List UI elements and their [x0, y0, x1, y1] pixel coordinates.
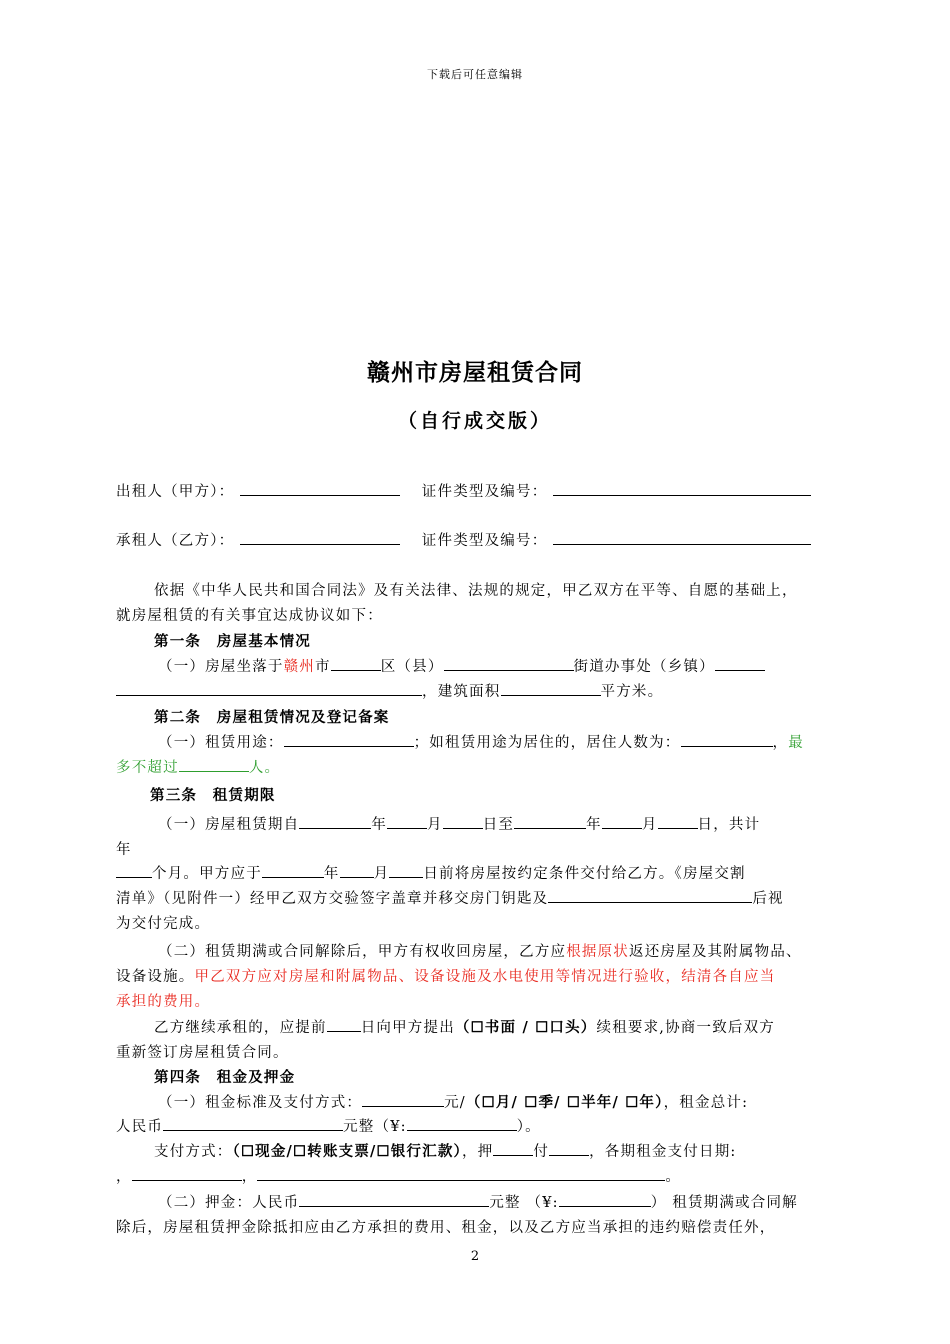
- usage-field[interactable]: [284, 732, 414, 747]
- article-1-line-1: [158, 655, 765, 676]
- rent-total-field[interactable]: [163, 1116, 343, 1131]
- lessor-label: 出租人（甲方）：: [116, 484, 235, 500]
- article-3-line-3: [116, 862, 746, 883]
- rent-amount-field[interactable]: [362, 1092, 444, 1107]
- rent-total-number-field[interactable]: [407, 1116, 517, 1131]
- page-header: 下载后可任意编辑: [427, 68, 523, 81]
- document-subtitle: （自行成交版）: [397, 410, 552, 432]
- residents-field[interactable]: [681, 732, 773, 747]
- article-3-line-4: [116, 887, 784, 908]
- area-field[interactable]: [501, 681, 601, 696]
- article-4-line-5: [158, 1191, 798, 1212]
- blank-field[interactable]: [658, 814, 698, 829]
- blank-field[interactable]: [340, 863, 374, 878]
- blank-field[interactable]: [514, 814, 586, 829]
- blank-field[interactable]: [548, 888, 752, 903]
- intro-line-2: 就房屋租赁的有关事宜达成协议如下：: [116, 608, 383, 624]
- article-3-line-2: 年: [116, 842, 132, 858]
- lessor-name-field[interactable]: [240, 481, 400, 496]
- text-segment: （二）租赁期满或合同解除后，甲方有权收回房屋，乙方应: [158, 944, 567, 960]
- text-segment: 月: [373, 866, 390, 882]
- article-1-line-2: [116, 680, 663, 701]
- text-segment: 平方米。: [600, 684, 664, 700]
- blank-field[interactable]: [549, 1141, 589, 1156]
- text-segment: 支付方式：: [154, 1144, 233, 1160]
- text-segment: 返还房屋及其附属物品、: [629, 944, 802, 960]
- deposit-field[interactable]: [299, 1192, 489, 1207]
- article-3-line-5: 为交付完成。: [116, 916, 211, 932]
- text-segment: 元整（¥:: [343, 1119, 407, 1135]
- article-3-line-10: 重新签订房屋租赁合同。: [116, 1045, 289, 1061]
- intro-line-1: 依据《中华人民共和国合同法》及有关法律、法规的规定，甲乙双方在平等、自愿的基础上，: [154, 583, 798, 599]
- text-segment: 乙方继续承租的，应提前: [154, 1020, 327, 1036]
- rent-period-options[interactable]: （☐月/ ☐季/ ☐半年/ ☐年）: [465, 1094, 664, 1111]
- lessee-label: 承租人（乙方）：: [116, 533, 235, 549]
- green-text: 人。: [248, 760, 281, 776]
- text-segment: ，建筑面积: [422, 684, 501, 700]
- payment-method-options[interactable]: （☐现金/☐转账支票/☐银行汇款）: [232, 1143, 462, 1160]
- payment-date-field[interactable]: [132, 1166, 242, 1181]
- text-segment: ，各期租金支付日期:: [589, 1144, 737, 1160]
- lessor-id-label: 证件类型及编号：: [421, 484, 548, 500]
- blank-field[interactable]: [602, 814, 642, 829]
- blank-field[interactable]: [116, 681, 422, 696]
- blank-field[interactable]: [493, 1141, 533, 1156]
- article-3-line-1: [158, 813, 760, 834]
- lessor-id-field[interactable]: [553, 481, 811, 496]
- article-4-line-6: 除后，房屋租赁押金除抵扣应由乙方承担的费用、租金，以及乙方应当承担的违约赔偿责任外，: [116, 1220, 776, 1236]
- text-segment: （一）租赁用途：: [158, 735, 284, 751]
- text-segment: 年: [323, 866, 340, 882]
- blank-field[interactable]: [299, 814, 371, 829]
- text-segment: 元/: [444, 1095, 466, 1111]
- document-title: 赣州市房屋租赁合同: [367, 359, 583, 386]
- article-4-line-4: [116, 1165, 681, 1186]
- article-2-heading: 第二条 房屋租赁情况及登记备案: [154, 709, 390, 726]
- blank-field[interactable]: [715, 656, 765, 671]
- text-segment: 日至: [482, 817, 515, 833]
- city-name: 赣州: [283, 659, 316, 675]
- text-segment: 付: [533, 1144, 550, 1160]
- text-segment: 区（县）: [380, 659, 444, 675]
- notice-days-field[interactable]: [327, 1017, 361, 1032]
- text-segment: 续租要求,协商一致后双方: [596, 1020, 776, 1036]
- article-3-line-8: 承担的费用。: [116, 994, 211, 1010]
- text-segment: ；如租赁用途为居住的，居住人数为：: [413, 735, 681, 751]
- text-segment: 月: [641, 817, 658, 833]
- text-segment: 年: [371, 817, 388, 833]
- article-3-line-9: [154, 1016, 775, 1037]
- deposit-number-field[interactable]: [559, 1192, 651, 1207]
- text-segment: （二）押金：人民币: [158, 1195, 300, 1211]
- lessor-line: [116, 480, 811, 501]
- article-3-line-6: [158, 940, 802, 961]
- text-segment: ，: [772, 735, 789, 751]
- payment-date-field[interactable]: [257, 1166, 665, 1181]
- blank-field[interactable]: [387, 814, 427, 829]
- red-text: 甲乙双方应对房屋和附属物品、设备设施及水电使用等情况进行验收，结清各自应当: [194, 969, 776, 985]
- article-4-line-3: [154, 1140, 737, 1161]
- text-segment: 日向甲方提出: [360, 1020, 455, 1036]
- text-segment: （一）租金标准及支付方式：: [158, 1095, 363, 1111]
- red-text: 根据原状: [566, 944, 630, 960]
- text-segment: 街道办事处（乡镇）: [573, 659, 715, 675]
- lessee-id-field[interactable]: [553, 530, 811, 545]
- text-segment: ） 租赁期满或合同解: [650, 1195, 798, 1211]
- text-segment: ，: [241, 1169, 258, 1185]
- text-segment: 清单》（见附件一）经甲乙双方交验签字盖章并移交房门钥匙及: [116, 891, 549, 907]
- article-2-line-2: [116, 756, 280, 777]
- text-segment: ）。: [516, 1119, 541, 1135]
- text-segment: （一）房屋租赁期自: [158, 817, 300, 833]
- article-2-line-1: [158, 731, 804, 752]
- blank-field[interactable]: [331, 656, 381, 671]
- text-segment: 元整 （¥:: [489, 1195, 559, 1211]
- article-3-line-7: [116, 965, 775, 986]
- text-segment: （一）房屋坐落于: [158, 659, 284, 675]
- blank-field[interactable]: [116, 863, 152, 878]
- green-text: 多不超过: [116, 760, 179, 776]
- text-segment: 人民币: [116, 1119, 164, 1135]
- article-4-line-2: [116, 1115, 541, 1136]
- lessee-line: [116, 529, 811, 550]
- text-segment: 月: [427, 817, 443, 833]
- text-segment: 设备设施。: [116, 969, 195, 985]
- max-residents-field[interactable]: [179, 757, 249, 772]
- text-segment: ，押: [462, 1144, 494, 1160]
- page-number: 2: [470, 1249, 480, 1264]
- article-4-line-1: [158, 1091, 748, 1112]
- blank-field[interactable]: [444, 656, 574, 671]
- green-text: 最: [788, 735, 804, 751]
- text-segment: 。: [665, 1169, 682, 1185]
- article-3-heading: 第三条 租赁期限: [150, 787, 276, 804]
- text-segment: ，租金总计:: [663, 1095, 749, 1111]
- text-segment: 年: [586, 817, 602, 833]
- text-segment: ，: [116, 1169, 132, 1185]
- text-segment: 个月。甲方应于: [152, 866, 262, 882]
- blank-field[interactable]: [389, 863, 423, 878]
- blank-field[interactable]: [443, 814, 483, 829]
- lessee-name-field[interactable]: [240, 530, 400, 545]
- text-segment: 后视: [752, 891, 784, 907]
- renewal-method-options[interactable]: （☐书面 / ☐口头）: [454, 1019, 597, 1036]
- article-4-heading: 第四条 租金及押金: [154, 1069, 296, 1086]
- text-segment: 日，共计: [697, 817, 761, 833]
- article-1-heading: 第一条 房屋基本情况: [154, 633, 311, 650]
- text-segment: 市: [315, 659, 331, 675]
- blank-field[interactable]: [262, 863, 324, 878]
- text-segment: 日前将房屋按约定条件交付给乙方。《房屋交割: [423, 866, 746, 882]
- lessee-id-label: 证件类型及编号：: [421, 533, 548, 549]
